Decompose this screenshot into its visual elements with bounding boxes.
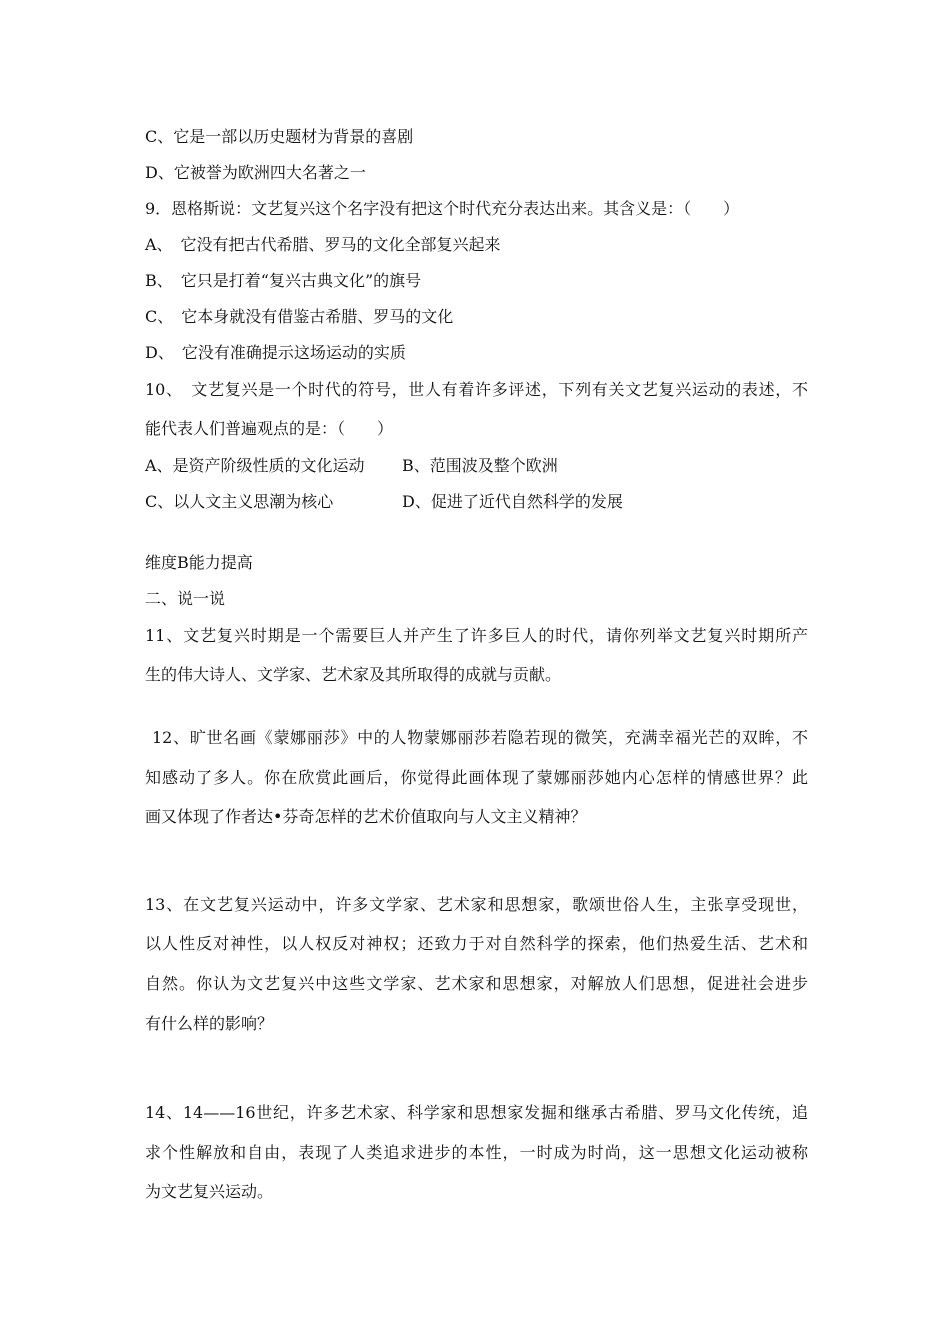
q13-line-3: 自然。你认为文艺复兴中这些文学家、艺术家和思想家，对解放人们思想，促进社会进步: [145, 974, 808, 993]
q9-option-a: A、 它没有把古代希腊、罗马的文化全部复兴起来: [145, 235, 501, 254]
q10-option-a: A、是资产阶级性质的文化运动: [145, 456, 365, 475]
q9-option-b: B、 它只是打着“复兴古典文化”的旗号: [145, 271, 422, 290]
q8-option-c: C、它是一部以历史题材为背景的喜剧: [145, 127, 414, 146]
section-b-subheading: 二、说一说: [145, 589, 226, 608]
q14-line-1: 14、14——16世纪，许多艺术家、科学家和思想家发掘和继承古希腊、罗马文化传统，追: [145, 1103, 808, 1122]
q11-line-1: 11、文艺复兴时期是一个需要巨人并产生了许多巨人的时代，请你列举文艺复兴时期所产: [145, 626, 808, 645]
q14-line-2: 求个性解放和自由，表现了人类追求进步的本性，一时成为时尚，这一思想文化运动被称: [145, 1143, 808, 1162]
q10-stem-line-2: 能代表人们普遍观点的是：（ ）: [145, 419, 394, 438]
q12-line-3: 画又体现了作者达•芬奇怎样的艺术价值取向与人文主义精神？: [145, 807, 587, 826]
q9-option-d: D、 它没有准确提示这场运动的实质: [145, 343, 406, 362]
q13-line-4: 有什么样的影响？: [145, 1014, 274, 1033]
q10-option-c: C、以人文主义思潮为核心: [145, 492, 334, 511]
q12-line-2: 知感动了多人。你在欣赏此画后，你觉得此画体现了蒙娜丽莎她内心怎样的情感世界？此: [145, 768, 808, 787]
q13-line-1: 13、在文艺复兴运动中，许多文学家、艺术家和思想家，歌颂世俗人生，主张享受现世，: [145, 895, 808, 914]
q11-line-2: 生的伟大诗人、文学家、艺术家及其所取得的成就与贡献。: [145, 665, 562, 684]
q10-option-b: B、范围波及整个欧洲: [402, 456, 558, 475]
q12-line-1: 12、旷世名画《蒙娜丽莎》中的人物蒙娜丽莎若隐若现的微笑，充满幸福光芒的双眸，不: [152, 728, 808, 747]
q9-option-c: C、 它本身就没有借鉴古希腊、罗马的文化: [145, 307, 454, 326]
q10-option-d: D、促进了近代自然科学的发展: [402, 492, 623, 511]
q10-stem-line-1: 10、 文艺复兴是一个时代的符号，世人有着许多评述，下列有关文艺复兴运动的表述，不: [145, 380, 808, 399]
q8-option-d: D、它被誉为欧洲四大名著之一: [145, 163, 366, 182]
q14-line-3: 为文艺复兴运动。: [145, 1182, 274, 1201]
section-b-heading: 维度B能力提高: [145, 553, 253, 572]
q13-line-2: 以人性反对神性，以人权反对神权；还致力于对自然科学的探索，他们热爱生活、艺术和: [145, 934, 808, 953]
q9-stem: 9．恩格斯说：文艺复兴这个名字没有把这个时代充分表达出来。其含义是：（ ）: [145, 199, 740, 218]
